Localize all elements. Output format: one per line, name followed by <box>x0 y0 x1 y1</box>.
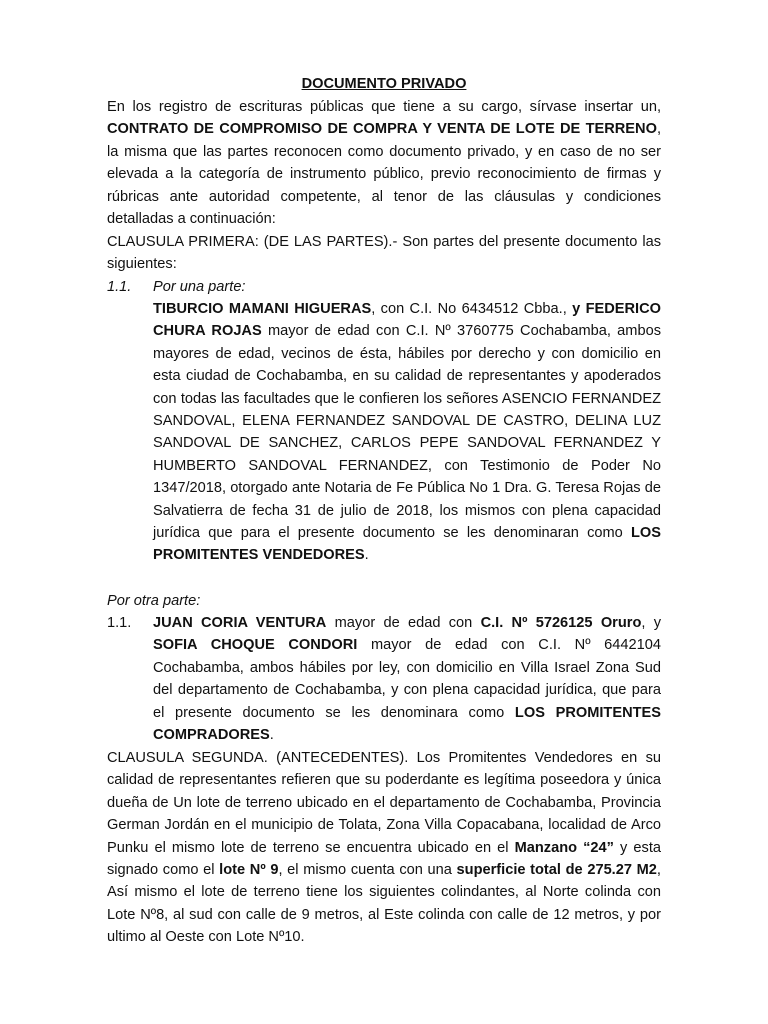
intro-text-2: , la misma que las partes reconocen como documento privado, y en caso de no ser elevada a la categoría de instrumento público, previo reconocimiento de firmas y rúbricas ante autoridad competente, al tenor de las cláusulas y condiciones detalladas a continuación: <box>107 121 661 228</box>
party1-paragraph <box>153 298 661 567</box>
clausula2-text-4: , Así mismo el lote de terreno tiene los siguientes colindantes, al Norte colinda con Lote Nº8, al sud con calle de 9 metros, al Este colinda con calle de 12 metros, y por ultimo al Oeste con Lote Nº10. <box>107 862 661 946</box>
party1-name2: FEDERICO CHURA ROJAS <box>153 301 661 340</box>
party2-text-1: mayor de edad con <box>326 615 481 631</box>
document-title: DOCUMENTO PRIVADO <box>301 76 467 92</box>
intro-paragraph <box>107 96 661 230</box>
clausula2-text-2: y esta signado como el <box>107 839 661 879</box>
party2-number: 1.1. <box>107 615 132 631</box>
clausula-primera <box>107 231 661 276</box>
clausula-primera-text: CLAUSULA PRIMERA: (DE LAS PARTES).- Son partes del presente documento las siguientes: <box>107 234 661 273</box>
party2-text-3: mayor de edad con C.I. Nº 6442104 Cochabamba, ambos hábiles por ley, con domicilio en Villa Israel Zona Sud del departamento de Cochabamba, y con plena capacidad jurídica, que para el presente documento se les denominara como <box>153 637 661 721</box>
clausula2-lote: lote Nº 9 <box>219 862 279 879</box>
party2-end: . <box>269 727 274 744</box>
party1-y: y <box>572 301 581 317</box>
party1-end: . <box>364 547 369 564</box>
party2-name2: SOFIA CHOQUE CONDORI <box>153 637 358 654</box>
party1-text-2: mayor de edad con C.I. Nº 3760775 Cochabamba, ambos mayores de edad, vecinos de ésta, hábiles por derecho y con domicilio en esta ciudad de Cochabamba, en su calidad de representantes y apoderados con todas las facultades que le confieren los señores ASENCIO FERNANDEZ SANDOVAL, ELENA FERNANDEZ SANDOVAL DE CASTRO, DELINA LUZ SANDOVAL DE SANCHEZ, CARLOS PEPE SANDOVAL FERNANDEZ Y HUMBERTO SANDOVAL FERNANDEZ, con Testimonio de Poder No 1347/2018, otorgado ante Notaria de Fe Pública No 1 Dra. G. Teresa Rojas de Salvatierra de fecha 31 de julio de 2018, los mismos con plena capacidad jurídica que para el presente documento se les denominaran como <box>153 323 661 542</box>
party1-label: Por una parte: <box>153 279 246 295</box>
party2-name1: JUAN CORIA VENTURA <box>153 615 327 631</box>
party2-paragraph <box>153 612 661 746</box>
clausula2-text-1: CLAUSULA SEGUNDA. (ANTECEDENTES). Los Promitentes Vendedores en su calidad de representantes refieren que su poderdante es legítima poseedora y única dueña de Un lote de terreno ubicado en el departamento de Cochabamba, Provincia German Jordán en el municipio de Tolata, Zona Villa Copacabana, localidad de Arco Punku el mismo lote de terreno se encuentra ubicado en el <box>107 750 661 856</box>
intro-text-1: En los registro de escrituras públicas que tiene a su cargo, sírvase insertar un, <box>107 99 661 115</box>
party2-text-2: , y <box>641 615 661 631</box>
party2-ci1: C.I. Nº 5726125 Oruro <box>480 615 642 631</box>
party2-label: Por otra parte: <box>107 593 201 609</box>
clausula2-superficie: superficie total de 275.27 M2 <box>456 862 657 879</box>
party1-role: LOS PROMITENTES VENDEDORES <box>153 525 661 564</box>
contract-name: CONTRATO DE COMPROMISO DE COMPRA Y VENTA DE LOTE DE TERRENO <box>107 121 657 138</box>
party1-name1: TIBURCIO MAMANI HIGUERAS <box>153 301 372 317</box>
party1-text-1: , con C.I. No 6434512 Cbba., <box>371 301 567 317</box>
clausula-segunda <box>107 747 661 949</box>
clausula2-text-3: , el mismo cuenta con una <box>278 862 452 879</box>
party2-role: LOS PROMITENTES COMPRADORES <box>153 704 662 744</box>
clausula2-manzano: Manzano “24” <box>514 839 614 856</box>
party1-number: 1.1. <box>107 279 132 295</box>
